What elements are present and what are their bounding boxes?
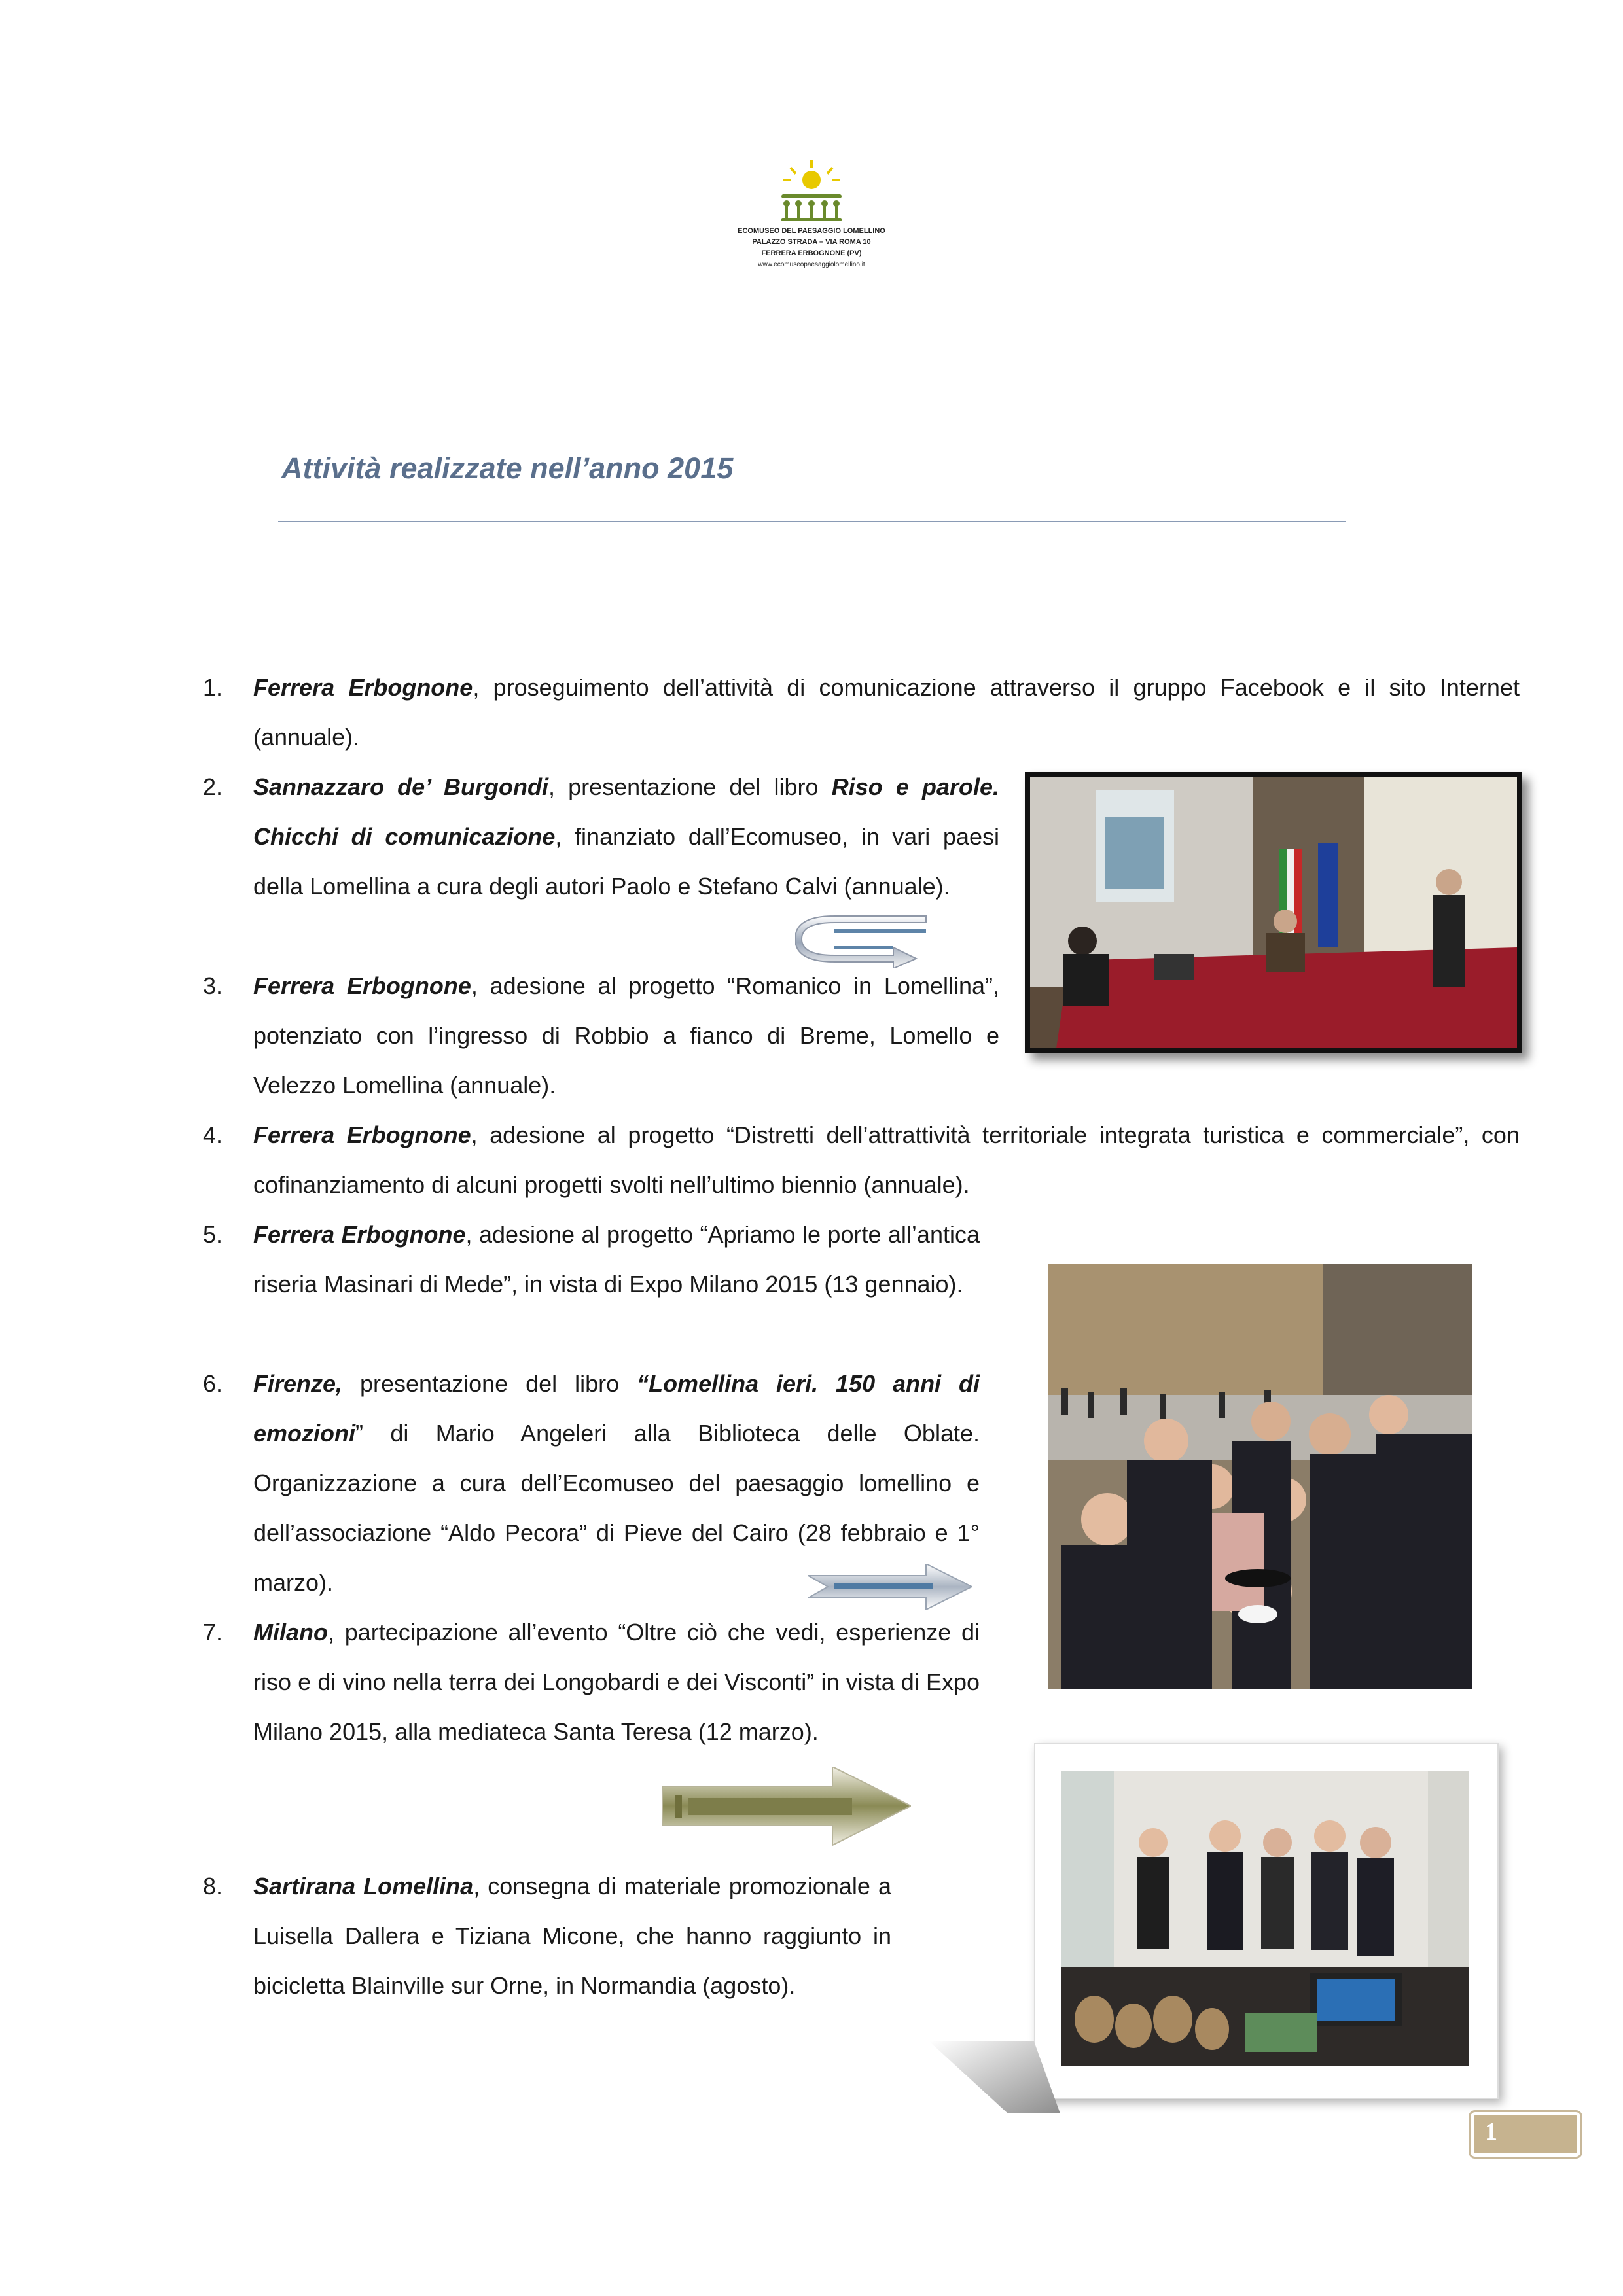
logo-website: www.ecomuseopaesaggiolomellino.it: [758, 261, 865, 268]
place-name: Milano: [253, 1619, 328, 1646]
place-name: Ferrera Erbognone: [253, 1122, 471, 1148]
list-text: [253, 1210, 980, 1309]
list-number: 6.: [203, 1370, 223, 1397]
list-text: [253, 1110, 1520, 1210]
place-name: Ferrera Erbognone: [253, 674, 473, 701]
item-connector: presentazione del libro: [342, 1370, 637, 1397]
place-name: Sannazzaro de’ Burgondi: [253, 773, 548, 800]
photo-exhibition: [1034, 1743, 1499, 2099]
exhibition-image: [1061, 1771, 1469, 2066]
list-number: 1.: [203, 674, 223, 701]
item-description: ” di Mario Angeleri alla Biblioteca delle Oblate. Organizzazione a cura dell’Ecomuseo del paesaggio lomellino e dell’associazione “Aldo Pecora” di Pieve del Cairo (28 febbraio e 1° marzo).: [253, 1420, 980, 1596]
list-number: 2.: [203, 773, 223, 800]
logo-line-1: ECOMUSEO DEL PAESAGGIO LOMELLINO: [738, 227, 885, 235]
logo-sun-icon: [772, 160, 851, 226]
list-text: [253, 1608, 980, 1757]
list-text: [253, 762, 999, 911]
list-text: [253, 1862, 891, 2011]
ecomuseo-logo: [726, 160, 897, 291]
item-description: , finanziato dall’Ecomuseo, in vari paesi della Lomellina a cura degli autori Paolo e Stefano Calvi (annuale).: [253, 823, 999, 900]
logo-line-3: FERRERA ERBOGNONE (PV): [761, 249, 862, 257]
place-name: Sartirana Lomellina: [253, 1873, 474, 1899]
page-title: Attività realizzate nell’anno 2015: [281, 451, 734, 485]
list-number: 8.: [203, 1873, 223, 1899]
photo-conference: [1025, 772, 1522, 1053]
item-description: , adesione al progetto “Apriamo le porte all’antica riseria Masinari di Mede”, in vista di Expo Milano 2015 (13 gennaio).: [253, 1221, 980, 1298]
u-turn-arrow-icon: [795, 910, 939, 968]
list-number: 7.: [203, 1619, 223, 1646]
place-name: Ferrera Erbognone: [253, 972, 471, 999]
title-divider: [278, 521, 1346, 522]
list-text: [253, 961, 999, 1110]
large-right-arrow-icon: [662, 1767, 911, 1852]
group-image: [1048, 1264, 1472, 1689]
photo-group-florence: [1027, 1245, 1492, 1709]
list-number: 5.: [203, 1221, 223, 1248]
place-name: Ferrera Erbognone: [253, 1221, 466, 1248]
place-name: Firenze,: [253, 1370, 343, 1397]
logo-line-2: PALAZZO STRADA – VIA ROMA 10: [752, 238, 871, 246]
conference-image: [1030, 777, 1517, 1048]
list-number: 3.: [203, 972, 223, 999]
item-description: , proseguimento dell’attività di comunicazione attraverso il gruppo Facebook e il sito Internet (annuale).: [253, 674, 1520, 751]
book-title: Riso e parole. Chicchi di comunicazione: [253, 773, 1000, 850]
item-description: , adesione al progetto “Romanico in Lomellina”, potenziato con l’ingresso di Robbio a fianco di Breme, Lomello e Velezzo Lomellina (annuale).: [253, 972, 999, 1099]
list-number: 4.: [203, 1122, 223, 1148]
item-description: , adesione al progetto “Distretti dell’attrattività territoriale integrata turistica e commerciale”, con cofinanziamento di alcuni progetti svolti nell’ultimo biennio (annuale).: [253, 1122, 1520, 1198]
book-title: “Lomellina ieri. 150 anni di emozioni: [253, 1370, 980, 1447]
photo-shadow: [929, 2015, 1060, 2113]
list-text: [253, 663, 1520, 762]
item-description: , consegna di materiale promozionale a Luisella Dallera e Tiziana Micone, che hanno raggiunto in bicicletta Blainville sur Orne, in Normandia (agosto).: [253, 1873, 891, 1999]
right-arrow-icon: [808, 1564, 972, 1610]
page-number-badge: [1469, 2110, 1582, 2159]
page-number: 1: [1485, 2118, 1497, 2146]
item-description: , partecipazione all’evento “Oltre ciò che vedi, esperienze di riso e di vino nella terra dei Longobardi e dei Visconti” in vista di Expo Milano 2015, alla mediateca Santa Teresa (12 marzo).: [253, 1619, 980, 1745]
item-connector: , presentazione del libro: [548, 773, 832, 800]
